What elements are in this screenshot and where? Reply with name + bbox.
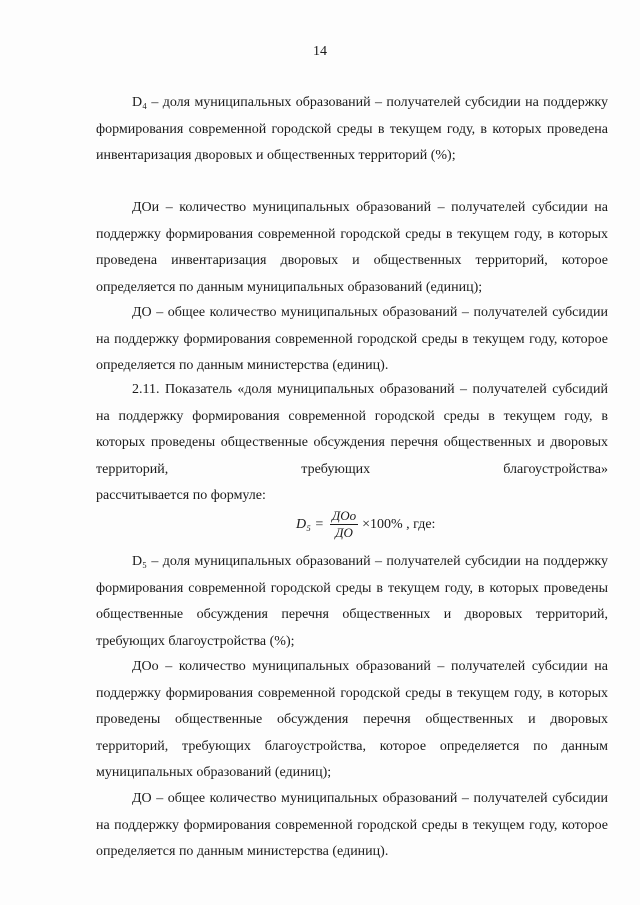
paragraph-doo-definition: ДОо – количество муниципальных образований – получателей субсидии на поддержку формирования современной городской среды в текущем году, в которых проведены общественные обсуждения перечня общественных и дворовых территорий, требующих благоустройства, которое определяется по данным муниципальных образований (единиц); xyxy=(96,659,608,780)
formula-fraction xyxy=(330,508,358,541)
paragraph-d4-definition: D₄ – доля муниципальных образований – получателей субсидии на поддержку формирования современной городской среды в текущем году, в которых проведена инвентаризация дворовых и общественных территорий (%); xyxy=(96,95,608,163)
formula-multiplier: ×100% , где: xyxy=(362,516,436,532)
paragraph-indicator-2-11: 2.11. Показатель «доля муниципальных образований – получателей субсидий на поддержку формирования современной городской среды в текущем году, в которых проведены общественные обсуждения перечня общественных и дворовых территорий, требующих благоустройства» xyxy=(96,382,608,477)
paragraph-do-definition-2: ДО – общее количество муниципальных образований – получателей субсидии на поддержку формирования современной городской среды в текущем году, которое определяется по данным министерства (единиц). xyxy=(96,791,608,859)
formula-denominator: ДО xyxy=(335,525,353,540)
paragraph-d5-definition: D₅ – доля муниципальных образований – получателей субсидии на поддержку формирования современной городской среды в текущем году, в которых проведены общественные обсуждения перечня общественных и дворовых территорий, требующих благоустройства (%); xyxy=(96,554,608,649)
paragraph-do-definition: ДО – общее количество муниципальных образований – получателей субсидии на поддержку формирования современной городской среды в текущем году, которое определяется по данным министерства (единиц). xyxy=(96,305,608,373)
formula-numerator: ДОо xyxy=(331,508,357,523)
paragraph-doi-definition: ДОи – количество муниципальных образований – получателей субсидии на поддержку формирования современной городской среды в текущем году, в которых проведена инвентаризация дворовых и общественных территорий, которое определяется по данным муниципальных образований (единиц); xyxy=(96,200,608,295)
page-number: 14 xyxy=(313,44,327,59)
formula-d5 xyxy=(296,508,435,541)
formula-lhs: D₅ = xyxy=(296,516,324,532)
paragraph-indicator-2-11-tail: рассчитывается по формуле: xyxy=(96,488,266,503)
